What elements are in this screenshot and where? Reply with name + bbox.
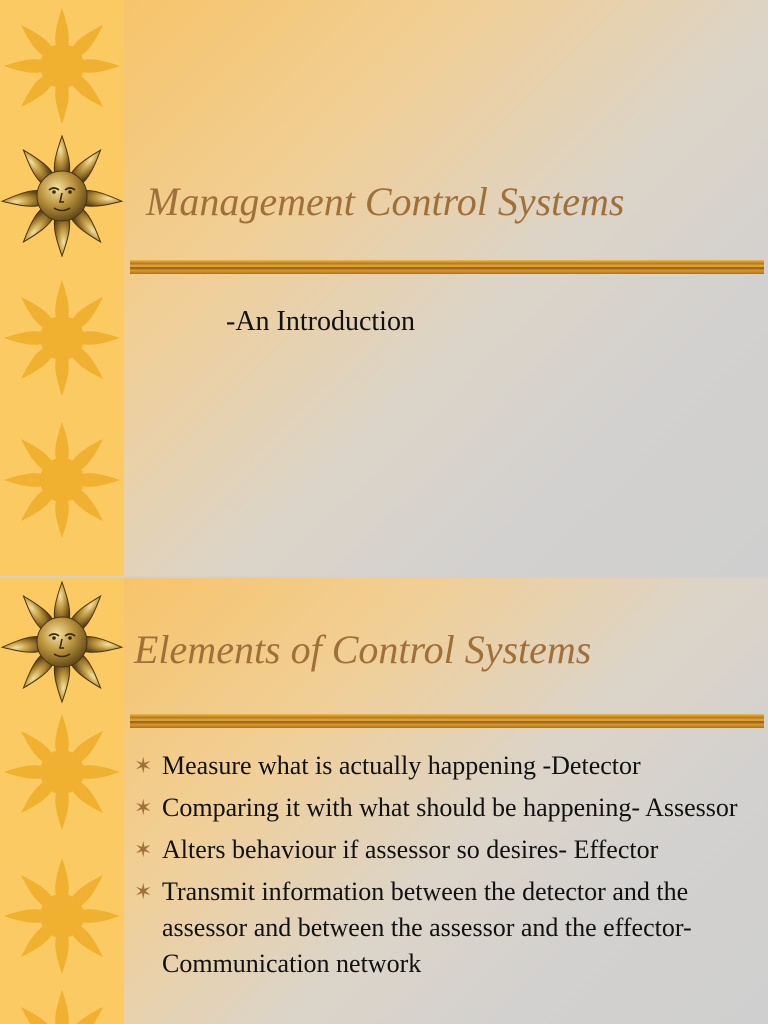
title-divider (130, 260, 764, 274)
decorative-strip (0, 0, 124, 576)
decorative-strip (0, 578, 124, 1024)
list-item (134, 748, 754, 784)
bullet-text: Alters behaviour if assessor so desires- Effector (162, 835, 659, 864)
slide-background (124, 0, 768, 576)
slide-2 (0, 578, 768, 1024)
sun-icon (2, 856, 122, 976)
list-item (134, 874, 754, 982)
sun-icon (2, 278, 122, 398)
bullet-text: Comparing it with what should be happening- Assessor (162, 793, 738, 822)
star-bullet-icon: ✶ (134, 837, 153, 862)
sun-face-icon (0, 580, 124, 704)
list-item (134, 790, 754, 826)
title-divider (130, 714, 764, 728)
sun-icon (2, 6, 122, 126)
sun-face-icon (0, 134, 124, 258)
star-bullet-icon: ✶ (134, 795, 153, 820)
bullet-list (134, 748, 754, 988)
slide-subtitle: -An Introduction (226, 306, 415, 337)
list-item (134, 832, 754, 868)
slide-title: Elements of Control Systems (134, 627, 592, 672)
sun-icon (2, 420, 122, 540)
star-bullet-icon: ✶ (134, 753, 153, 778)
sun-icon (2, 712, 122, 832)
sun-icon (2, 988, 122, 1024)
slide-title: Management Control Systems (146, 179, 625, 224)
star-bullet-icon: ✶ (134, 879, 153, 904)
bullet-text: Transmit information between the detector and the assessor and between the assessor and the effector- Communication network (162, 877, 692, 978)
bullet-text: Measure what is actually happening -Detector (162, 751, 641, 780)
